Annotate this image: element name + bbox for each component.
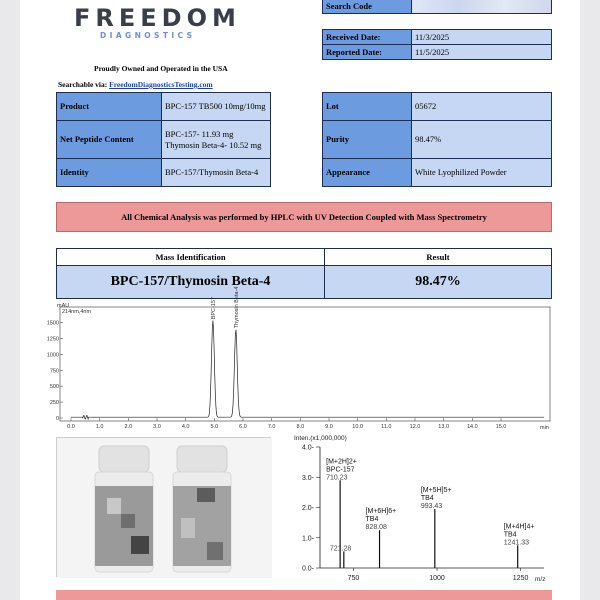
mass-identification-table [56, 248, 552, 299]
ms-y-tick-label: 2.0- [301, 505, 314, 512]
vial-photo [56, 437, 271, 577]
chromatogram-x-tick-label: 9.0 [325, 424, 333, 430]
lot-info-table [322, 92, 552, 187]
search-code-table [322, 0, 552, 14]
ms-y-tick-label: 3.0- [301, 474, 314, 482]
analysis-method-banner: All Chemical Analysis was performed by HPLC with UV Detection Coupled with Mass Spectrometry [56, 202, 552, 232]
chromatogram-x-tick-label: 2.0 [124, 424, 133, 430]
ms-peak-ion-label: [M+4H]4+ [503, 523, 535, 531]
chromatogram-x-unit: min [540, 425, 549, 431]
chromatogram-y-tick-label: 1000 [46, 352, 59, 359]
appearance-value: White Lyophilized Powder [412, 159, 552, 187]
chromatogram-x-tick-label: 3.0 [153, 424, 161, 430]
received-date-label: Received Date: [323, 30, 412, 45]
vial-right [173, 446, 231, 572]
ms-peak-compound-label: TB4 [503, 531, 517, 539]
hplc-chromatogram [46, 286, 552, 431]
logo-subtitle: DIAGNOSTICS [100, 31, 196, 40]
mass-identification-value: BPC-157/Thymosin Beta-4 [57, 266, 325, 299]
ms-peak-mz-label: 710.23 [326, 474, 348, 482]
chromatogram-x-tick-label: 10.0 [352, 424, 364, 430]
result-header: Result [325, 249, 552, 266]
result-value: 98.47% [325, 266, 552, 299]
ms-peak-compound-label: BPC-157 [326, 466, 355, 474]
net-peptide-label: Net Peptide Content [57, 121, 162, 159]
vials-image [57, 438, 272, 578]
ms-x-tick-label: 750 [347, 575, 360, 582]
vial-left [95, 446, 153, 572]
purity-label: Purity [323, 121, 412, 159]
ms-y-tick-label: 4.0- [301, 444, 314, 452]
chromatogram-y-tick-label: 750 [49, 368, 59, 375]
searchable-label: Searchable via: [58, 80, 108, 89]
ms-peak-mz-label: 721.28 [329, 545, 352, 553]
chromatogram-x-tick-label: 6.0 [239, 424, 247, 430]
chromatogram-y-tick-label: 500 [49, 384, 59, 391]
website-link[interactable]: FreedomDiagnosticsTesting.com [109, 80, 213, 89]
chromatogram-x-tick-label: 4.0 [181, 424, 190, 430]
ms-peak-ion-label: [M+6H]6+ [365, 508, 397, 516]
chromatogram-x-tick-label: 7.0 [267, 424, 276, 430]
ms-y-tick-label: 0.0- [301, 565, 314, 573]
chromatogram-x-tick-label: 13.0 [438, 424, 450, 430]
product-info-table [56, 92, 271, 187]
search-code-value-redacted [412, 0, 552, 14]
chromatogram-x-tick-label: 12.0 [409, 424, 421, 430]
chromatogram-x-tick-label: 5.0 [210, 424, 219, 430]
chromatogram-x-tick-label: 1.0 [95, 424, 104, 430]
ms-peak-compound-label: TB4 [420, 495, 434, 503]
chromatogram-peak-label: Thymosin Beta-4 [233, 286, 240, 329]
mass-spectrum [282, 435, 554, 585]
chromatogram-peak-label: BPC-157 [210, 296, 217, 320]
lot-label: Lot [323, 93, 412, 121]
identity-value: BPC-157/Thymosin Beta-4 [162, 159, 271, 187]
ms-peak-ion-label: [M+5H]5+ [420, 487, 452, 495]
chromatogram-y-tick-label: 1500 [46, 320, 59, 327]
identity-label: Identity [57, 159, 162, 187]
product-value: BPC-157 TB500 10mg/10mg [162, 93, 271, 121]
purity-value: 98.47% [412, 121, 552, 159]
received-date-value: 11/3/2025 [412, 30, 552, 45]
chromatogram-y-tick-label: 1250 [46, 336, 59, 343]
chromatogram-x-tick-label: 15.0 [495, 424, 507, 430]
ms-x-tick-label: 1000 [429, 575, 445, 582]
net-peptide-value: BPC-157- 11.93 mg Thymosin Beta-4- 10.52 mg [162, 121, 271, 159]
chromatogram-trace-label: 214nm,4nm [62, 309, 92, 315]
reported-date-label: Reported Date: [323, 45, 412, 60]
chromatogram-x-tick-label: 8.0 [296, 424, 305, 430]
logo-title: FREEDOM [74, 4, 241, 32]
chromatogram-frame [60, 307, 550, 421]
chromatogram-x-tick-label: 11.0 [381, 424, 392, 430]
chromatogram-x-tick-label: 0.0 [67, 424, 75, 430]
mass-identification-header: Mass Identification [57, 249, 325, 266]
chromatogram-y-tick-label: 0 [55, 416, 59, 422]
owned-statement: Proudly Owned and Operated in the USA [94, 64, 228, 73]
ms-y-tick-label: 1.0- [301, 535, 314, 543]
searchable-line [58, 80, 213, 89]
search-code-label: Search Code [323, 0, 412, 14]
chromatogram-y-tick-label: 250 [49, 400, 59, 407]
ms-x-unit: m/z [535, 576, 546, 583]
appearance-label: Appearance [323, 159, 412, 187]
ms-peak-mz-label: 1241.33 [503, 539, 530, 547]
ms-y-unit: Inten.(x1,000,000) [294, 435, 347, 442]
ms-peak-ion-label: [M+2H]2+ [326, 458, 357, 466]
dates-table [322, 29, 552, 60]
ms-peak-compound-label: TB4 [365, 516, 379, 524]
chromatogram-y-unit: mAU [57, 303, 70, 309]
product-label: Product [57, 93, 162, 121]
lot-value: 05672 [412, 93, 552, 121]
ms-peak-mz-label: 993.43 [420, 503, 443, 511]
footer-band [56, 590, 552, 600]
ms-peak-mz-label: 828.08 [365, 524, 387, 532]
ms-x-tick-label: 1250 [512, 575, 529, 582]
reported-date-value: 11/5/2025 [412, 45, 552, 60]
chromatogram-x-tick-label: 14.0 [466, 424, 478, 430]
